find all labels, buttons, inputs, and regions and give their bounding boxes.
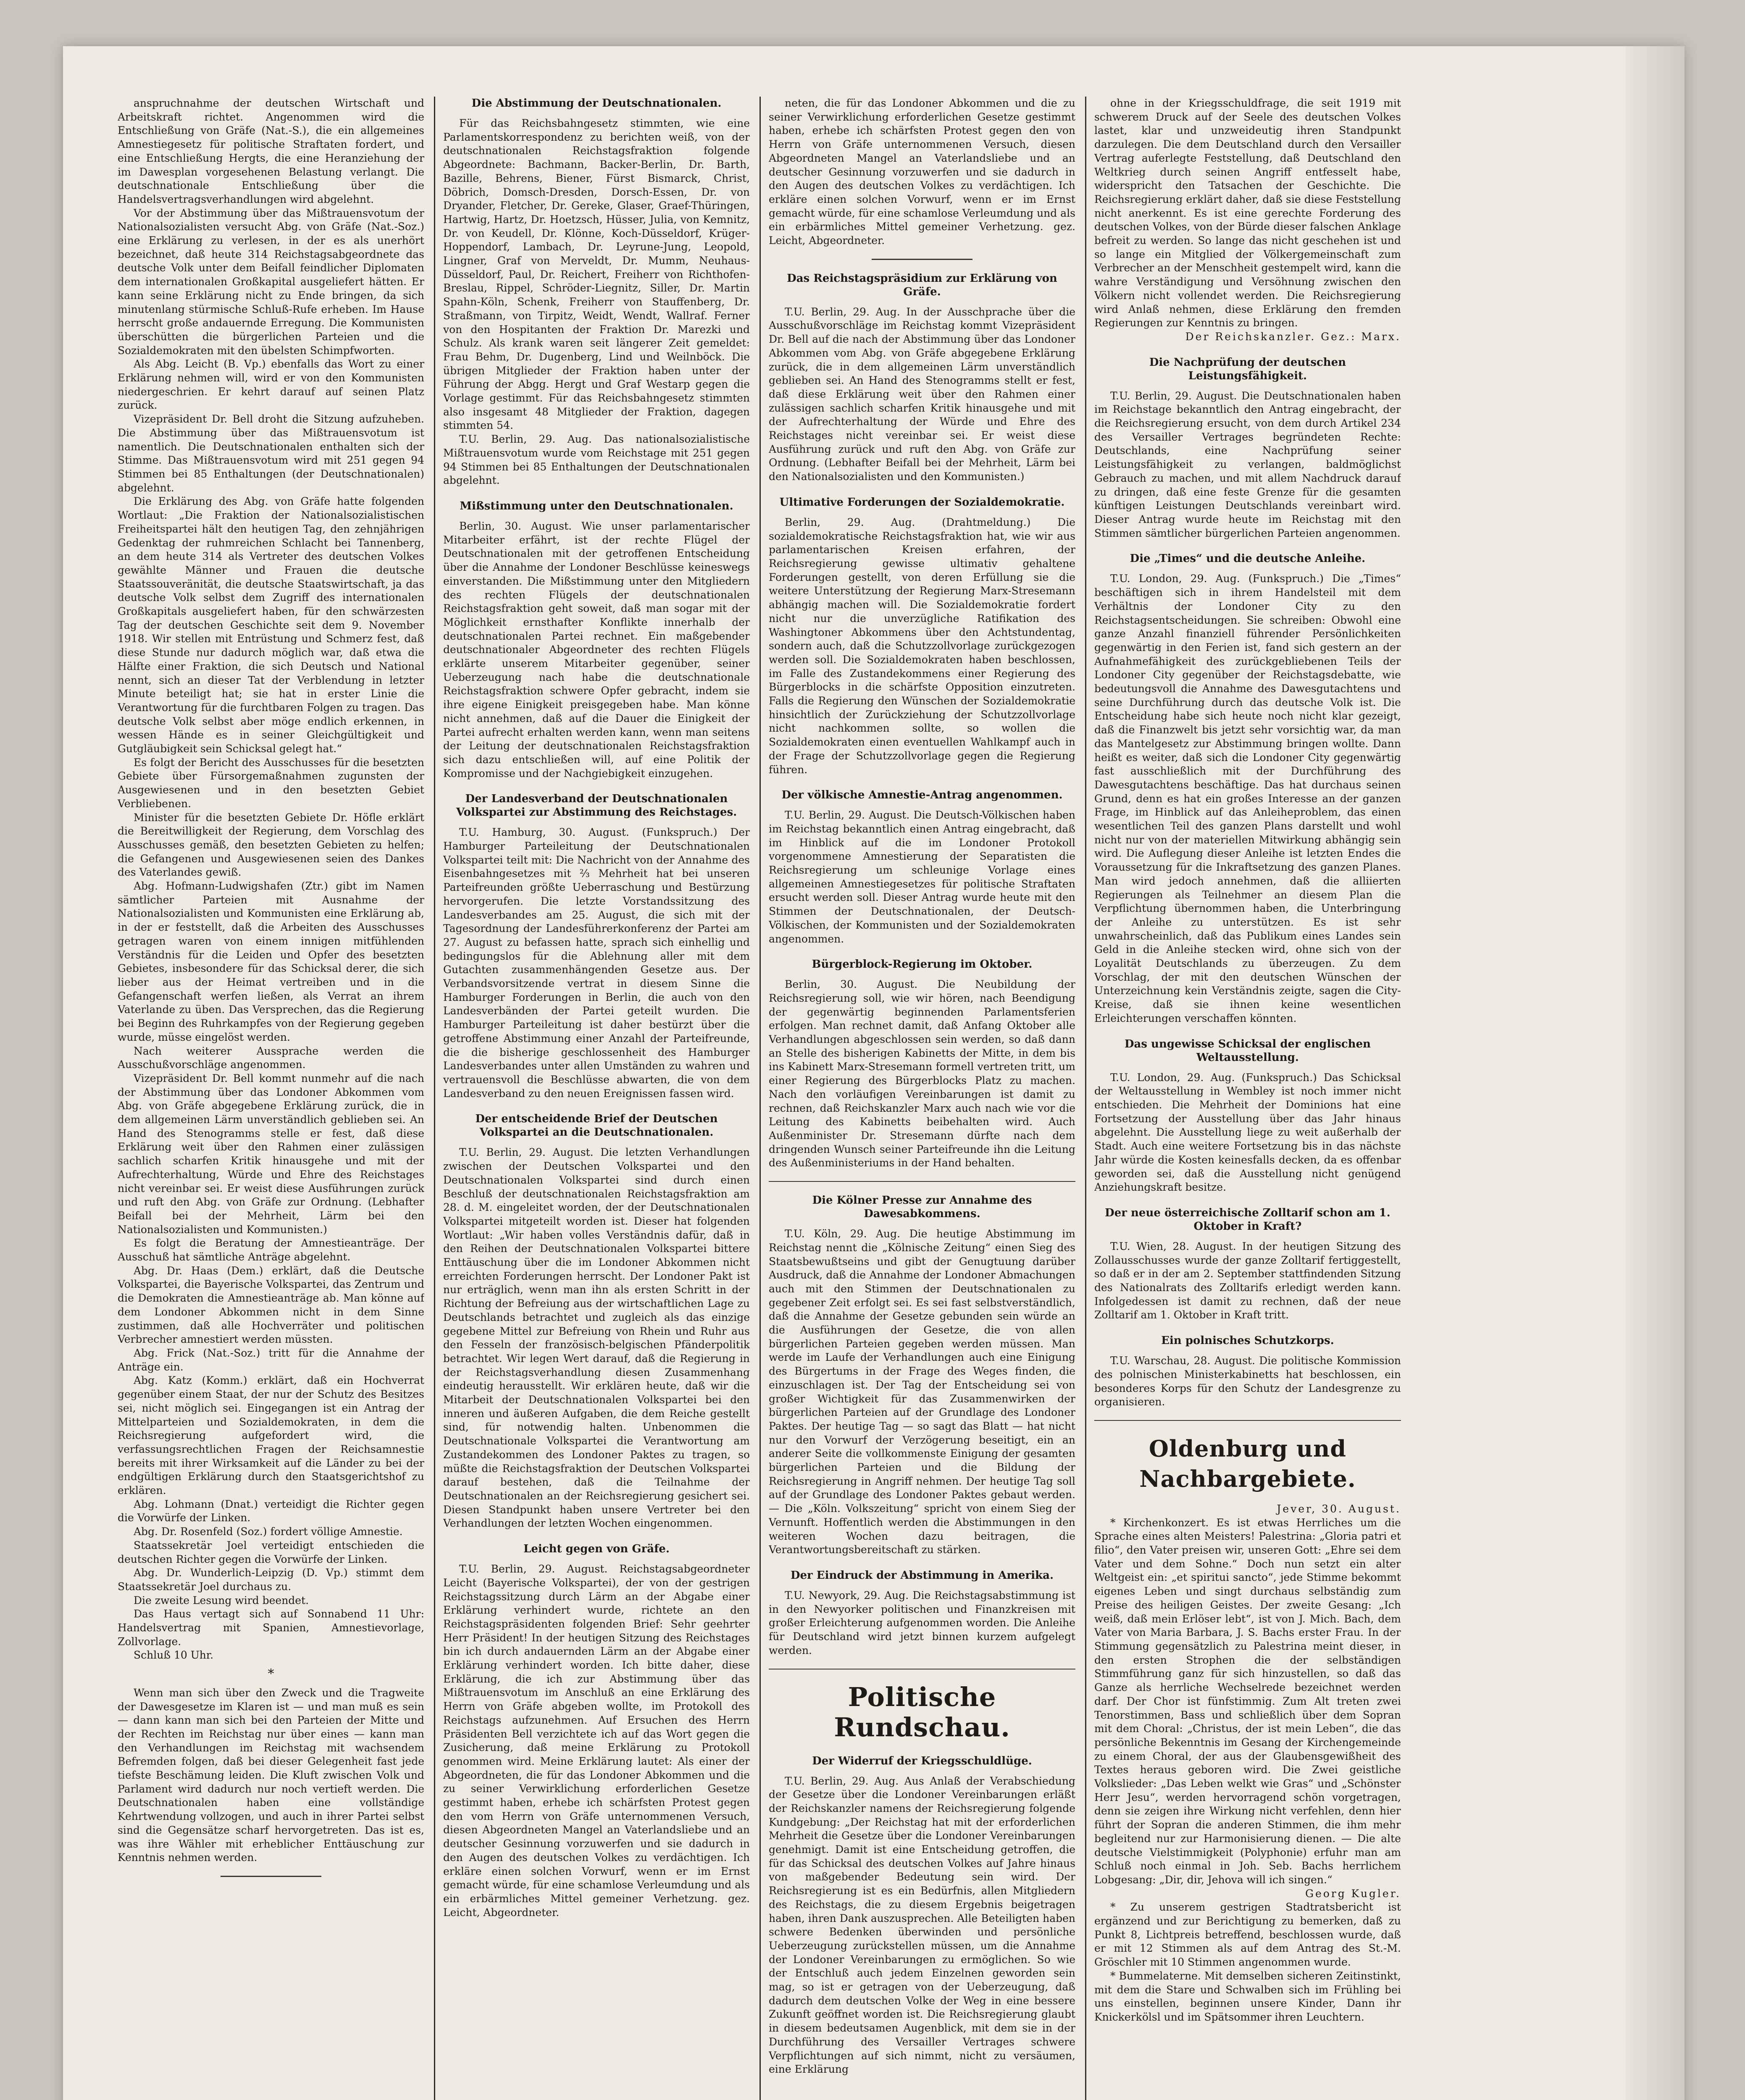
paragraph: Georg Kugler. — [1305, 1887, 1401, 1900]
column-divider — [759, 97, 761, 2100]
article-body — [769, 1589, 1075, 1658]
article-rule — [872, 259, 972, 260]
column-1 — [118, 97, 424, 2100]
headline: Die „Times“ und die deutsche Anleihe. — [1130, 552, 1366, 565]
paragraph: T.U. Köln, 29. Aug. Die heutige Abstimmung im Reichstag nennt die „Kölnische Zeitung“ einen Sieg des Staatsbewußtseins und gibt der Genugtuung darüber Ausdruck, daß die Annahme der Londoner Abmachungen auch mit den Stimmen der Deutschnationalen zu gegebener Zeit erfolgt sei. Es sei fast selbstverständlich, daß die Annahme der Gesetze gebunden sein würde an die Ausführungen der Gesetze, die von allen bürgerlichen Parteien gegeben werden müssen. Man werde im Laufe der Verhandlungen auch eine Einigung des Bürgertums in der Frage des Weges finden, die einzuschlagen ist. Der Tag der Entscheidung sei von großer Wichtigkeit für das Zusammenwirken der bürgerlichen Parteien auf der Grundlage des Londoner Paktes. Der heutige Tag — so sagt das Blatt — hat nicht nur den Vorwurf der Verzögerung beseitigt, ein an anderer Seite die vollkommenste Einigung der gesamten bürgerlichen Parteien und die Bildung der Reichsregierung in Angriff nehmen. Der heutige Tag soll auf der Grundlage des Londoner Paktes gebaut werden. — Die „Köln. Volkszeitung“ spricht von einem Sieg der Vernunft. Hoffentlich werden die Abstimmungen in den weiteren Wochen dazu beitragen, die Verantwortungsbereitschaft zu stärken. — [769, 1228, 1075, 1556]
paragraph: anspruchnahme der deutschen Wirtschaft und Arbeitskraft richtet. Angenommen wird die Entschließung von Gräfe (Nat.-S.), die ein allgemeines Amnestiegesetz für politische Straftaten fordert, und eine Entschließung Hergts, die eine Heranziehung der im Dawesplan vorgesehenen Belastung verlangt. Die deutschnationale Entschließung über die Handelsvertragsverhandlungen wird abgelehnt. — [118, 97, 424, 205]
headline: Ultimative Forderungen der Sozialdemokratie. — [779, 496, 1065, 509]
column-3 — [769, 97, 1075, 2100]
article-body — [769, 978, 1075, 1170]
article-body — [443, 117, 750, 488]
paragraph: Berlin, 29. Aug. (Drahtmeldung.) Die sozialdemokratische Reichstagsfraktion hat, wie wir aus parlamentarischen Kreisen erfahren, der Reichsregierung gewisse ultimativ gehaltene Forderungen gestellt, von deren Erfüllung sie die weitere Unterstützung der Regierung Marx-Stresemann abhängig machen will. Die Sozialdemokratie fordert nicht nur die unverzügliche Ratifikation des Washingtoner Abkommens über den Achtstundentag, sondern auch, daß die Schutzzollvorlage zurückgezogen werden soll. Die Sozialdemokraten haben beschlossen, im Falle des Zustandekommens einer Regierung des Bürgerblocks in die schärfste Opposition einzutreten. Falls die Regierung den Wünschen der Sozialdemokratie hinsichtlich der Zurückziehung der Schutzzollvorlage nicht nachkommen sollte, so wollen die Sozialdemokraten einen eventuellen Wahlkampf auch in der Frage der Schutzzollvorlage gegen die Regierung führen. — [769, 516, 1075, 776]
paragraph: Vor der Abstimmung über das Mißtrauensvotum der Nationalsozialisten versucht Abg. von Gräfe (Nat.-Soz.) eine Erklärung zu verlesen, in der es als unerhört bezeichnet, daß heute 314 Reichstagsabgeordnete das deutsche Volk unter dem Beifall feindlicher Diplomaten dem internationalen Großkapital ausgeliefert hätten. Er kann seine Erklärung nicht zu Ende bringen, da sich minutenlang stürmische Schluß-Rufe erheben. Im Hause herrscht große andauernde Erregung. Die Kommunisten überschütten die bürgerlichen Parteien und die Sozialdemokraten mit den übelsten Schimpfworten. — [118, 207, 424, 357]
paragraph: T.U. London, 29. Aug. (Funkspruch.) Die „Times“ beschäftigen sich in ihrem Handelsteil mit dem Verhältnis der Londoner City zu den Reichstagsentscheidungen. Sie schreiben: Obwohl eine ganze Anzahl finanziell führender Persönlichkeiten gegenwärtig in den Ferien ist, fand sich gestern an der Aufnahmefähigkeit des zurückgebliebenen Teils der Londoner City gegenüber der Reichstagsdebatte, wie bedeutungsvoll die Annahme des Dawesgutachtens und seine Durchführung durch das deutsche Volk ist. Die Entscheidung habe sich heute noch nicht klar gezeigt, daß die Finanzwelt bis jetzt sehr vorsichtig war, da man das Mantelgesetz zur Abstimmung bringen wollte. Dann heißt es weiter, daß sich die Londoner City gegenwärtig fast ausschließlich mit der Durchführung des Dawesgutachtens beschäftige. Das hat durchaus seinen Grund, denn es hat ein großes Interesse an der ganzen Frage, im Hinblick auf das Anleiheproblem, das einen wesentlichen Teil des ganzen Plans darstellt und wohl nicht nur von der materiellen Mitwirkung abhängig sein wird. Die Auflegung dieser Anleihe ist letzten Endes die Voraussetzung für die Inkraftsetzung des ganzen Planes. Man wird jedoch annehmen, daß die alliierten Regierungen als Teilnehmer an diesem Plan die Verpflichtung übernommen haben, die Unterbringung der Anleihe zu unterstützen. Es ist sehr unwahrscheinlich, daß das Publikum eines Landes sein Geld in die Anleihe stecken wird, ohne sich von der Loyalität Deutschlands zu überzeugen. Zu dem Vorschlag, der mit den deutschen Wünschen der Unterzeichnung kein Verständnis zeigte, sagen die City-Kreise, daß sie ihnen keine wesentlichen Erleichterungen verschaffen könnten. — [1094, 572, 1401, 1024]
headline: Die Abstimmung der Deutschnationalen. — [471, 97, 722, 110]
page-fold-shadow — [1626, 46, 1685, 2100]
headline: Das Reichstagspräsidium zur Erklärung von Gräfe. — [787, 272, 1057, 298]
paragraph: Abg. Hofmann-Ludwigshafen (Ztr.) gibt im Namen sämtlicher Parteien mit Ausnahme der Nationalsozialisten und Kommunisten eine Erklärung ab, in der er feststellt, daß die Arbeiten des Ausschusses getragen waren von einem innigen mitfühlenden Verständnis für die Leiden und Opfer des besetzten Gebietes, insbesondere für das Schicksal derer, die sich lieber aus der Heimat vertreiben und in die Gefangenschaft werfen ließen, als Verrat an ihrem Vaterlande zu üben. Das Versprechen, das die Regierung bei Beginn des Ruhrkampfes von der Regierung gegeben wurde, müsse eingelöst werden. — [118, 880, 424, 1043]
section-title: Oldenburg und Nachbargebiete. — [1139, 1435, 1356, 1492]
paragraph: neten, die für das Londoner Abkommen und die zu seiner Verwirklichung erforderlichen Gesetze gestimmt haben, erhebe ich schärfsten Protest gegen den von Herrn von Gräfe unternommenen Versuch, diesen Abgeordneten Mangel an Vaterlandsliebe und an deutscher Gesinnung vorzuwerfen und sie dadurch in den Augen des deutschen Volkes zu verdächtigen. Ich erkläre einen solchen Vorwurf, wenn er im Ernst gemacht würde, für eine schamlose Verleumdung und als ein erbärmliches Mittel gemeiner Verhetzung. gez. Leicht, Abgeordneter. — [769, 97, 1075, 247]
headline: Bürgerblock-Regierung im Oktober. — [812, 958, 1033, 971]
paragraph: Minister für die besetzten Gebiete Dr. Höfle erklärt die Bereitwilligkeit der Regierung, dem Vorschlag des Ausschusses gemäß, den besetzten Gebieten zu helfen; die Gefangenen und Ausgewiesenen seien des Dankes des Vaterlandes gewiß. — [118, 811, 424, 879]
article-rule — [769, 1181, 1075, 1182]
paragraph: T.U. Berlin, 29. Aug. Das nationalsozialistische Mißtrauensvotum wurde vom Reichstage mit 251 gegen 94 Stimmen bei 85 Enthaltungen der Deutschnationalen abgelehnt. — [443, 433, 750, 487]
paragraph: T.U. Wien, 28. August. In der heutigen Sitzung des Zollausschusses wurde der ganze Zolltarif fertiggestellt, so daß er in der am 2. September stattfindenden Sitzung des Nationalrats des Zolltarifs erledigt werden kann. Infolgedessen ist damit zu rechnen, daß der neue Zolltarif am 1. Oktober in Kraft tritt. — [1094, 1240, 1401, 1321]
paragraph: T.U. Berlin, 29. Aug. Aus Anlaß der Verabschiedung der Gesetze über die Londoner Vereinbarungen erläßt der Reichskanzler namens der Reichsregierung folgende Kundgebung: „Der Reichstag hat mit der erforderlichen Mehrheit die Gesetze über die Londoner Vereinbarungen genehmigt. Damit ist eine Entscheidung getroffen, die für das Schicksal des deutschen Volkes auf Jahre hinaus von maßgebender Bedeutung sein wird. Der Reichsregierung ist es ein Bedürfnis, allen Mitgliedern des Reichstags, die zu diesem Ergebnis beigetragen haben, ihren Dank auszusprechen. Alle Beteiligten haben schwere Bedenken überwinden und persönliche Ueberzeugung zurückstellen müssen, um die Annahme der Londoner Vereinbarungen zu ermöglichen. So wie der Entschluß auch jedem Einzelnen geworden sein mag, so ist er getragen von der Ueberzeugung, daß dadurch dem deutschen Volke der Weg in eine bessere Zukunft geöffnet worden ist. Die Reichsregierung glaubt in diesem bedeutsamen Augenblick, mit dem sie in der Durchführung des Versailler Vertrages schwere Verpflichtungen auf sich nimmt, nicht zu versäumen, eine Erklärung — [769, 1774, 1075, 2076]
paragraph: Staatssekretär Joel verteidigt entschieden die deutschen Richter gegen die Vorwürfe der Linken. — [118, 1539, 424, 1565]
paragraph: Wenn man sich über den Zweck und die Tragweite der Dawesgesetze im Klaren ist — und man muß es sein — dann kann man sich bei den Parteien der Mitte und der Rechten im Reichstag nur über eines — kann man den Verhandlungen im Reichstag mit wachsendem Befremden folgen, daß bei dieser Gelegenheit fast jede tiefste Beschämung leiden. Die Kluft zwischen Volk und Parlament wird dadurch nur noch vertieft werden. Die Deutschnationalen haben eine vollständige Kehrtwendung vollzogen, und auch in ihrer Partei selbst sind die Gegensätze scharf hervorgetreten. Das ist es, was ihre Wähler mit erheblicher Enttäuschung zur Kenntnis nehmen werden. — [118, 1686, 424, 1864]
headline: Der Eindruck der Abstimmung in Amerika. — [790, 1569, 1054, 1582]
paragraph: Die zweite Lesung wird beendet. — [134, 1594, 309, 1606]
paragraph: Berlin, 30. August. Wie unser parlamentarischer Mitarbeiter erfährt, ist der rechte Flügel der Deutschnationalen mit der getroffenen Entscheidung über die Annahme der Londoner Beschlüsse keineswegs einverstanden. Die Mißstimmung unter den Mitgliedern des rechten Flügels der deutschnationalen Reichstagsfraktion geht soweit, daß man sogar mit der Möglichkeit ernsthafter Konflikte innerhalb der deutschnationalen Partei rechnet. Ein maßgebender deutschnationaler Abgeordneter des rechten Flügels erklärte unserem Mitarbeiter gegenüber, seiner Ueberzeugung nach habe die deutschnationale Reichstagsfraktion schwere Opfer gebracht, indem sie ihre eigene Einigkeit preisgegeben habe. Man könne nicht annehmen, daß auf die Dauer die Einigkeit der Partei aufrecht erhalten werden kann, wenn man seitens der Leitung der deutschnationalen Reichstagsfraktion sich dazu entschließen will, auf eine Politik der Kompromisse und der Nachgiebigkeit einzugehen. — [443, 520, 750, 780]
paragraph: * Bummelaterne. Mit demselben sicheren Zeitinstinkt, mit dem die Stare und Schwalben sich im Frühling bei uns einstellen, beginnen unsere Kinder, Dann ihr Knickerkölsl und im Spätsommer ihren Leuchtern. — [1094, 1969, 1401, 2023]
column-1-body — [118, 97, 424, 1662]
paragraph: Abg. Dr. Rosenfeld (Soz.) fordert völlige Amnestie. — [134, 1525, 403, 1538]
paragraph: Berlin, 30. August. Die Neubildung der Reichsregierung soll, wie wir hören, nach Beendigung der gegenwärtig beginnenden Parlamentsferien erfolgen. Man rechnet damit, daß Anfang Oktober alle Verhandlungen abgeschlossen sein werden, so daß dann an Stelle des bisherigen Kabinetts der Mitte, in dem bis ins Kabinett Marx-Stresemann formell vertreten tritt, um einer Regierung des Bürgerblocks Platz zu machen. Nach den vorläufigen Vereinbarungen ist damit zu rechnen, daß Reichskanzler Marx auch nach wie vor die Leitung des Kabinetts beibehalten wird. Auch Außenminister Dr. Stresemann dürfte nach dem dringenden Wunsch seiner Parteifreunde ihn die Leitung des Außenministeriums in der Hand behalten. — [769, 978, 1075, 1169]
paragraph: * Zu unserem gestrigen Stadtratsbericht ist ergänzend und zur Berichtigung zu bemerken, daß zu Punkt 8, Lichtpreis betreffend, beschlossen wurde, daß er mit 12 Stimmen als auf dem Antrag des St.-M. Gröschler mit 10 Stimmen angenommen wurde. — [1094, 1901, 1401, 1969]
paragraph: * Kirchenkonzert. Es ist etwas Herrliches um die Sprache eines alten Meisters! Palestrina: „Gloria patri et filio“, den Vater preisen wir, unseren Gott: „Ehre sei dem Vater und dem Sohne.“ Doch nun setzt ein alter Weltgeist ein: „et spiritui sancto“, jede Stimme bekommt eigenes Leben und singt durchaus selbständig zum Preise des heiligen Geistes. Der zweite Gesang: „Ich weiß, daß mein Erlöser lebt“, ist von J. Mich. Bach, dem Vater von Maria Barbara, J. S. Bachs erster Frau. In der Stimmung gegensätzlich zu Palestrina meint dieser, in den ersten Strophen die der selbständigen Stimmführung ganz für sich hinzustellen, so daß das Ganze als herrliche Wechselrede bezeichnet werden darf. Der Chor ist fünfstimmig. Zum Alt treten zwei Tenorstimmen, Bass und schließlich über dem Sopran mit dem Choral: „Christus, der ist mein Leben“, die das persönliche Bekenntnis im Gesang der Kirchengemeinde zu einem Choral, der aus der Glaubensgewißheit des Textes heraus geboren wird. Die Zwei geistliche Volkslieder: „Das Leben welkt wie Gras“ und „Schönster Herr Jesu“, werden hervorragend schön vorgetragen, denn sie zeigen ihre Wirkung nicht verfehlen, denn hier führt der Sopran die anderen Stimmen, die ihm mehr begleitend nur zur Harmonisierung dienen. — Die alte deutsche Vielstimmigkeit (Polyphonie) erfuhr man am Schluß noch einmal in Joh. Seb. Bachs herrlichem Lobgesang: „Dir, dir, Jehova will ich singen.“ — [1094, 1516, 1401, 1886]
paragraph: T.U. Berlin, 29. August. Reichstagsabgeordneter Leicht (Bayerische Volkspartei), der von der gestrigen Reichstagssitzung durch Lärm an der Abgabe einer Erklärung verhindert wurde, richtete an den Reichstagspräsidenten folgenden Brief: Sehr geehrter Herr Präsident! In der heutigen Sitzung des Reichstages bin ich durch andauernden Lärm an der Abgabe einer Erklärung verhindert worden. Ich bitte daher, diese Erklärung, die ich zur Abstimmung über das Mißtrauensvotum im Anschluß an eine Erklärung des Herrn von Gräfe abgeben wollte, im Protokoll des Reichstags aufzunehmen. Auf Ersuchen des Herrn Präsidenten Bell verzichtete ich auf das Wort gegen die Zusicherung, daß meine Erklärung zu Protokoll genommen wird. Meine Erklärung lautet: Als einer der Abgeordneten, die für das Londoner Abkommen und die zu seiner Verwirklichung erforderlichen Gesetze gestimmt haben, erhebe ich schärfsten Protest gegen den vom Herrn von Gräfe unternommenen Versuch, diesen Abgeordneten Mangel an Vaterlandsliebe und an deutscher Gesinnung vorzuwerfen und sie dadurch in den Augen des deutschen Volkes zu verdächtigen. Ich erkläre einen solchen Vorwurf, wenn er im Ernst gemacht würde, für eine schamlose Verleumdung und als ein erbärmliches Mittel gemeiner Verhetzung. gez. Leicht, Abgeordneter. — [443, 1563, 750, 1919]
article-body — [1094, 1502, 1401, 2024]
paragraph: T.U. Newyork, 29. Aug. Die Reichstagsabstimmung ist in den Newyorker politischen und Finanzkreisen mit großer Erleichterung aufgenommen worden. Die Anleihe für Deutschland wird jetzt binnen kurzem aufgelegt werden. — [769, 1589, 1075, 1656]
column-divider — [1085, 97, 1086, 2100]
column-divider — [434, 97, 435, 2100]
paragraph: ohne in der Kriegsschuldfrage, die seit 1919 mit schwerem Druck auf der Seele des deutschen Volkes lastet, klar und unzweideutig ihren Standpunkt darzulegen. Die dem Deutschland durch den Versailler Vertrag auferlegte Feststellung, daß Deutschland den Weltkrieg durch seinen Angriff entfesselt habe, widerspricht den Tatsachen der Geschichte. Die Reichsregierung erklärt daher, daß sie diese Feststellung nicht anerkennt. Es ist eine gerechte Forderung des deutschen Volkes, von der Bürde dieser falschen Anklage befreit zu werden. So lange das nicht geschehen ist und so lange ein Mitglied der Völkergemeinschaft zum Verbrecher an der Menschheit gestempelt wird, kann die wahre Verständigung und Versöhnung zwischen den Völkern nicht vollendet werden. Die Reichsregierung wird Anlaß nehmen, diese Erklärung den fremden Regierungen zur Kenntnis zu bringen. — [1094, 97, 1401, 329]
paragraph: Es folgt der Bericht des Ausschusses für die besetzten Gebiete über Fürsorgemaßnahmen zugunsten der Ausgewiesenen und in den besetzten Gebiet Verbliebenen. — [118, 756, 424, 810]
article-body — [1094, 1071, 1401, 1194]
paragraph: Der Reichskanzler. Gez.: Marx. — [1185, 330, 1401, 343]
paragraph: Es folgt die Beratung der Amnestieanträge. Der Ausschuß hat sämtliche Anträge abgelehnt. — [118, 1237, 424, 1263]
paragraph: T.U. Warschau, 28. August. Die politische Kommission des polnischen Ministerkabinetts hat beschlossen, ein besonderes Korps für den Schutz der Landesgrenze zu organisieren. — [1094, 1354, 1401, 1408]
paragraph: Nach weiterer Aussprache werden die Ausschußvorschläge angenommen. — [118, 1045, 424, 1071]
paragraph: Jever, 30. August. — [1277, 1502, 1401, 1515]
article-body — [1094, 572, 1401, 1025]
headline: Der völkische Amnestie-Antrag angenommen. — [781, 789, 1063, 802]
headline: Die Kölner Presse zur Annahme des Dawesabkommens. — [812, 1194, 1032, 1221]
paragraph: T.U. Berlin, 29. August. Die letzten Verhandlungen zwischen der Deutschen Volkspartei und den Deutschnationalen Volkspartei sind durch einen Beschluß der deutschnationalen Reichstagsfraktion am 28. d. M. eingeleitet worden, der der Deutschnationalen Volkspartei mitgeteilt worden ist. Dieser hat folgenden Wortlaut: „Wir haben volles Verständnis dafür, daß in den Reihen der Deutschnationalen Volkspartei bittere Enttäuschung über die im Londoner Abkommen nicht erreichten Forderungen herrscht. Der Londoner Pakt ist nur erträglich, wenn man ihn als ersten Schritt in der Richtung der Befreiung aus der wirtschaftlichen Lage zu Deutschlands betrachtet und zugleich als das einzige gegebene Mittel zur Befreiung von Rhein und Ruhr aus den Fesseln der französisch-belgischen Pfänderpolitik betrachtet. Wir legen Wert darauf, daß die Regierung in der Reichstagsverhandlung diesen Zusammenhang eindeutig herausstellt. Wir erklären heute, daß wir die Mitarbeit der Deutschnationalen Volkspartei bei den inneren und äußeren Aufgaben, die dem Reiche gestellt sind, für notwendig halten. Unbenommen die Deutschnationale Volkspartei die Verantwortung am Zustandekommen des Londoner Paktes zu tragen, so müßte die Reichstagsfraktion der Deutschen Volkspartei darauf bestehen, daß die Teilnahme der Deutschnationalen an der Reichsregierung gesichert sei. Diesen Standpunkt haben unsere Vertreter bei den Verhandlungen der letzten Wochen eingenommen. — [443, 1146, 750, 1530]
headline: Der entscheidende Brief der Deutschen Volkspartei an die Deutschnationalen. — [475, 1113, 718, 1139]
article-body — [443, 1146, 750, 1530]
article-body — [1094, 1354, 1401, 1409]
paragraph: Vizepräsident Dr. Bell kommt nunmehr auf die nach der Abstimmung über das Londoner Abkommen vom Abg. von Gräfe abgegebene Erklärung zurück, die in dem allgemeinen Lärm unverständlich geblieben sei. An Hand des Stenogramms stelle er fest, daß diese Erklärung weit über den Rahmen einer zulässigen sachlich scharfen Kritik hinausgehe und mit der Aufrechterhaltung, Würde und Ehre des Reichstages nicht vereinbar sei. Er weist diese Ausführungen zurück und ruft den Abg. von Gräfe zur Ordnung. (Lebhafter Beifall bei der Mehrheit, Lärm bei den Nationalsozialisten und Kommunisten.) — [118, 1072, 424, 1236]
article-body — [1094, 97, 1401, 344]
paragraph: T.U. Berlin, 29. August. Die Deutschnationalen haben im Reichstage bekanntlich den Antrag eingebracht, der die Reichsregierung ersucht, von dem durch Artikel 234 des Versailler Vertrages begründeten Rechte: Deutschlands, eine Nachprüfung seiner Leistungsfähigkeit zu verlangen, baldmöglichst Gebrauch zu machen, und mit allem Nachdruck darauf zu dringen, daß eine feste Grenze für die gesamten künftigen Leistungen Deutschlands vereinbart wird. Dieser Antrag wurde heute im Reichstag mit den Stimmen sämtlicher bürgerlichen Parteien angenommen. — [1094, 389, 1401, 539]
article-body — [769, 1227, 1075, 1557]
column-end-rule — [221, 1876, 321, 1877]
column-1-closing — [118, 1686, 424, 1865]
headline: Ein polnisches Schutzkorps. — [1161, 1334, 1334, 1347]
headline: Mißstimmung unter den Deutschnationalen. — [460, 499, 733, 512]
paragraph: Abg. Dr. Haas (Dem.) erklärt, daß die Deutsche Volkspartei, die Bayerische Volkspartei, das Zentrum und die Demokraten die Amnestieanträge ab. Man könne auf dem Londoner Abkommen nicht in dem Sinne zustimmen, daß alle Hochverräter und politischen Verbrecher amnestiert werden müssten. — [118, 1264, 424, 1346]
paragraph: Abg. Katz (Komm.) erklärt, daß ein Hochverrat gegenüber einem Staat, der nur der Schutz des Besitzes sei, nicht möglich sei. Eingegangen ist ein Antrag der Mittelparteien und Sozialdemokraten, in dem die Reichsregierung aufgefordert wird, die verfassungsrechtlichen Fragen der Reichsamnestie bereits mit ihrer Wirksamkeit auf die Länder zu bei der endgültigen Erklärung durch den Staatsgerichtshof zu erklären. — [118, 1374, 424, 1497]
headline: Leicht gegen von Gräfe. — [523, 1543, 670, 1556]
paragraph: T.U. Berlin, 29. August. Die Deutsch-Völkischen haben im Reichstag bekanntlich einen Antrag eingebracht, daß im Hinblick auf die im Londoner Protokoll vorgenommene Amnestierung der Separatisten die Reichsregierung um schleunige Vorlage eines allgemeinen Amnestiegesetzes für politische Straftaten ersucht werden soll. Dieser Antrag wurde heute mit den Stimmen der Deutschnationalen, der Deutsch-Völkischen, der Kommunisten und der Sozialdemokraten angenommen. — [769, 809, 1075, 945]
headline: Die Nachprüfung der deutschen Leistungsfähigkeit. — [1149, 356, 1346, 382]
paragraph: Abg. Lohmann (Dnat.) verteidigt die Richter gegen die Vorwürfe der Linken. — [118, 1498, 424, 1524]
paragraph: Schluß 10 Uhr. — [134, 1649, 214, 1662]
headline: Der Widerruf der Kriegsschuldlüge. — [812, 1754, 1032, 1767]
paragraph: Abg. Dr. Wunderlich-Leipzig (D. Vp.) stimmt dem Staatssekretär Joel durchaus zu. — [118, 1567, 424, 1593]
article-body — [769, 1774, 1075, 2076]
paragraph: Das Haus vertagt sich auf Sonnabend 11 Uhr: Handelsvertrag mit Spanien, Amnestievorlage, Zollvorlage. — [118, 1608, 424, 1648]
article-body — [1094, 1240, 1401, 1322]
article-body — [443, 826, 750, 1100]
article-body — [1094, 389, 1401, 541]
section-rule — [1094, 1420, 1401, 1421]
headline: Der Landesverband der Deutschnationalen Volkspartei zur Abstimmung des Reichstages. — [456, 793, 737, 819]
article-body — [769, 97, 1075, 248]
paragraph: T.U. Berlin, 29. Aug. In der Ausschprache über die Ausschußvorschläge im Reichstag kommt Vizepräsident Dr. Bell auf die nach der Abstimmung über das Londoner Abkommen vom Abg. von Gräfe abgegebene Erklärung zurück, die in dem allgemeinen Lärm unverständlich geblieben sei. An Hand des Stenogramms stellt er fest, daß diese Erklärung weit über den Rahmen einer zulässigen sachlich scharfen Kritik hinausgehe und mit der Aufrechterhaltung der Würde und Ehre des Reichstages nicht vereinbar sei. Er weist diese Ausführung zurück und ruft den Abg. von Gräfe zur Ordnung. (Lebhafter Beifall bei der Mehrheit, Lärm bei den Nationalsozialisten und den Kommunisten.) — [769, 305, 1075, 483]
section-title: Politische Rundschau. — [834, 1681, 1010, 1743]
column-4 — [1094, 97, 1401, 2100]
paragraph: T.U. Hamburg, 30. August. (Funkspruch.) Der Hamburger Parteileitung der Deutschnationalen Volkspartei teilt mit: Die Nachricht von der Annahme des Eisenbahngesetzes mit ⅔ Mehrheit hat bei unseren Parteifreunden größte Ueberraschung und Bestürzung hervorgerufen. Die letzte Vorstandssitzung des Landesverbandes am 25. August, die sich mit der Tagesordnung der Landesführerkonferenz der Partei am 27. August zu befassen hatte, sprach sich einhellig und bedingungslos für die Ablehnung aller mit dem Gutachten zusammenhängenden Gesetze aus. Der Verbandsvorsitzende vertrat in diesem Sinne die Hamburger Forderungen in Berlin, die auch von den Landesverbänden der Partei geteilt wurden. Die Hamburger Parteileitung ist daher bestürzt über die getroffene Abstimmung einer Anzahl der Parteifreunde, die die bisherige geschlossenheit des Hamburger Landesverbandes unter allen Umständen zu wahren und vertrauensvoll die Beschlüsse abwarten, die von dem Landesverband zu den neuen Ereignissen fassen wird. — [443, 826, 750, 1100]
paragraph: Abg. Frick (Nat.-Soz.) tritt für die Annahme der Anträge ein. — [118, 1347, 424, 1373]
section-rule — [769, 1669, 1075, 1670]
article-body — [769, 516, 1075, 777]
headline: Der neue österreichische Zolltarif schon am 1. Oktober in Kraft? — [1105, 1206, 1390, 1233]
paragraph: Vizepräsident Dr. Bell droht die Sitzung aufzuheben. Die Abstimmung über das Mißtrauensvotum ist namentlich. Die Deutschnationalen enthalten sich der Stimme. Das Mißtrauensvotum wird mit 251 gegen 94 Stimmen bei 85 Enthaltungen (der Deutschnationalen) abgelehnt. — [118, 413, 424, 494]
article-body — [769, 808, 1075, 946]
paragraph: Die Erklärung des Abg. von Gräfe hatte folgenden Wortlaut: „Die Fraktion der Nationalsozialistischen Freiheitspartei hält den heutigen Tag, den zehnjährigen Gedenktag der ruhmreichen Schlacht bei Tannenberg, an dem heute 314 als Vertreter des deutschen Volkes gewählte Männer und Frauen die deutsche Staatssouveränität, die deutsche Staatswirtschaft, ja das deutsche Volk selbst dem Zugriff des internationalen Großkapitals ausgeliefert haben, für den schwärzesten Tag der deutschen Geschichte seit dem 9. November 1918. Wir stellen mit Entrüstung und Schmerz fest, daß diese Stunde nur dadurch möglich war, daß etwa die Hälfte einer Fraktion, die sich Deutsch und National nennt, sich an dieser Tat der Verblendung in letzter Minute beteiligt hat; sie hat in erster Linie die Verantwortung für die furchtbaren Folgen zu tragen. Das deutsche Volk selbst aber möge endlich erkennen, in wessen Hände es in seiner Gleichgültigkeit und Gutgläubigkeit sein Schicksal gelegt hat.“ — [118, 495, 424, 755]
headline: Das ungewisse Schicksal der englischen Weltausstellung. — [1124, 1037, 1371, 1064]
paragraph: Für das Reichsbahngesetz stimmten, wie eine Parlamentskorrespondenz zu berichten weiß, von der deutschnationalen Reichstagsfraktion folgende Abgeordnete: Bachmann, Backer-Berlin, Dr. Barth, Bazille, Behrens, Biener, Fürst Bismarck, Christ, Döbrich, Domsch-Dresden, Dorsch-Essen, Dr. von Dryander, Fletcher, Dr. Gereke, Glaser, Graef-Thüringen, Hartwig, Hartz, Dr. Hoetzsch, Hüsser, Julia, von Kemnitz, Dr. von Keudell, Dr. Klönne, Koch-Düsseldorf, Krüger-Hoppendorf, Lambach, Dr. Leyrune-Jung, Leopold, Lingner, Graf von Merveldt, Dr. Mumm, Neuhaus-Düsseldorf, Paul, Dr. Reichert, Freiherr von Richthofen-Breslau, Rippel, Schröder-Liegnitz, Siller, Dr. Martin Spahn-Köln, Schenk, Freiherr von Stauffenberg, Dr. Straßmann, von Tirpitz, Weidt, Wendt, Wallraf. Ferner von den Hospitanten der Fraktion Dr. Marezki und Schulz. Als krank waren seit längerer Zeit gemeldet: Frau Behm, Dr. Dugenberg, Lind und Weilnböck. Die übrigen Mitglieder der Fraktion haben unter der Führung der Abgg. Hergt und Graf Westarp gegen die Vorlage gestimmt. Für das Reichsbahngesetz stimmten also insgesamt 48 Mitglieder der Fraktion, dagegen stimmten 54. — [443, 117, 750, 432]
column-2 — [443, 97, 750, 2100]
separator-star: * — [268, 1667, 274, 1682]
newspaper-page — [63, 46, 1685, 2100]
article-body — [443, 1562, 750, 1919]
article-body — [443, 520, 750, 780]
paragraph: T.U. London, 29. Aug. (Funkspruch.) Das Schicksal der Weltausstellung in Wembley ist noch immer nicht entschieden. Die Mehrheit der Dominions hat eine Fortsetzung der Ausstellung über das Jahr hinaus abgelehnt. Die Ausstellung liege zu weit außerhalb der Stadt. Auch eine weitere Fortsetzung bis in das nächste Jahr würde die Kosten keinesfalls decken, da es offenbar geworden sei, daß die Ausstellung nicht genügend Anziehungskraft besitze. — [1094, 1071, 1401, 1194]
article-body — [769, 305, 1075, 484]
paragraph: Als Abg. Leicht (B. Vp.) ebenfalls das Wort zu einer Erklärung nehmen will, wird er von den Kommunisten niedergeschrien. Er kehrt darauf auf seinen Platz zurück. — [118, 358, 424, 412]
